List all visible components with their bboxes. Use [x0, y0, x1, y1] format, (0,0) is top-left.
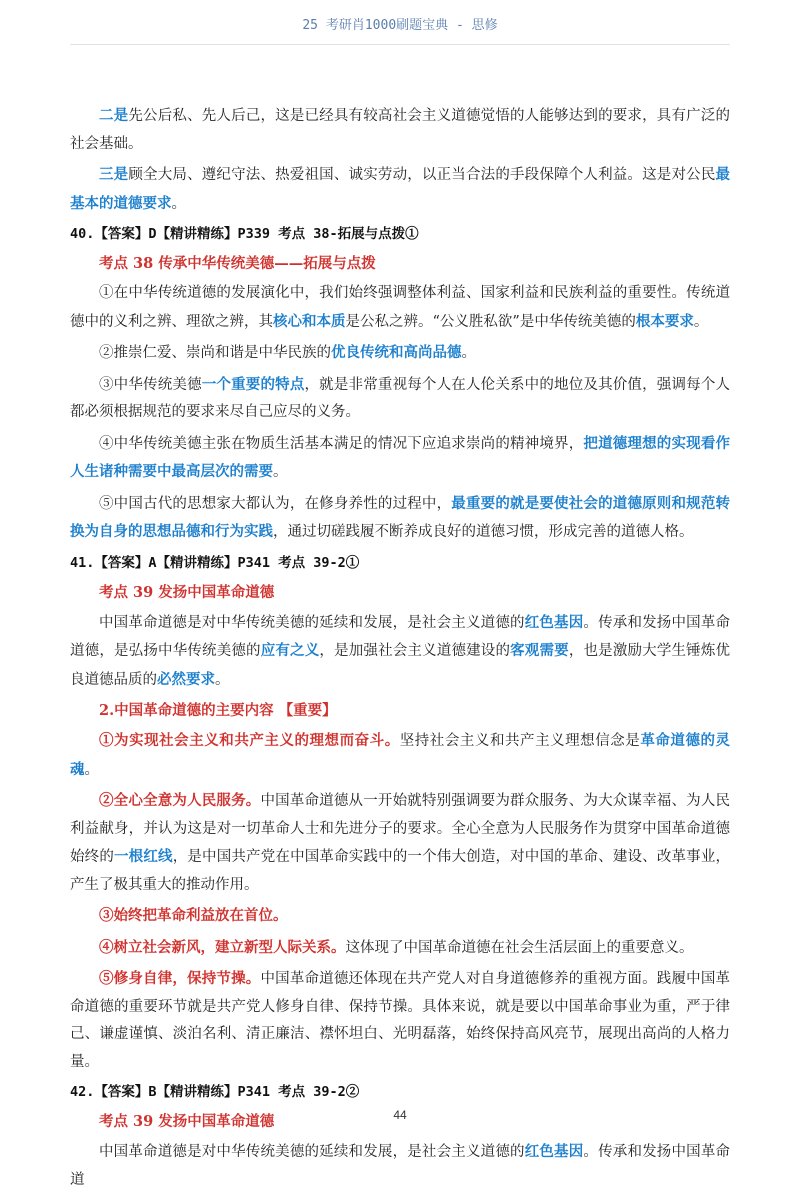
kd38-item-5 [70, 490, 730, 547]
text: ③中华传统美德 [99, 376, 202, 393]
text: 这体现了中国革命道德在社会生活层面上的重要意义。 [345, 939, 694, 956]
kd-39-title-repeat: 考点 39 发扬中国革命道德 [99, 1113, 275, 1130]
emphasis: 红色基因 [524, 613, 584, 631]
text: 。传承和发扬中国革命道 [70, 1144, 731, 1188]
emphasis-red: ④树立社会新风，建立新型人际关系。 [99, 938, 346, 956]
text: ④中华传统美德主张在物质生活基本满足的情况下应追求崇尚的精神境界， [99, 435, 584, 452]
emphasis: 核心和本质 [273, 312, 346, 330]
text: 中国革命道德还体现在共产党人对自身道德修养的重视方面。践履中国革命道德的重要环节就是共产党人修身自律、保持节操。具体来说，就是要以中国革命事业为重，严于律己、谦虚谨慎、淡泊名利、清正廉洁、襟怀坦白、光明磊落，始终保持高风亮节，展现出高尚的人格力量。 [70, 971, 731, 1070]
emphasis: 客观需要 [510, 642, 569, 659]
text: ，就是非常重视每个人在人伦关系中的地位及其价值，强调每个人都必须根据规范的要求来尽自己应尽的义务。 [70, 376, 730, 420]
text: 。 [461, 345, 476, 361]
emphasis: 一个重要的特点 [201, 375, 305, 393]
text: 是公私之辨。“公义胜私欲”是中华传统美德的 [345, 313, 636, 330]
kd-38-title: 考点 38 传承中华传统美德——拓展与点拨 [99, 255, 376, 272]
text: 。 [215, 671, 230, 688]
text: ②推崇仁爱、崇尚和谐是中华民族的 [99, 345, 331, 361]
emphasis: 把道德理想的实现看作人生诸种需要中最高层次的需要 [70, 434, 730, 480]
emphasis-red: ②全心全意为人民服务。 [99, 792, 261, 809]
text: 。 [84, 761, 99, 778]
text: 。传承和发扬中国革命道德，是弘扬中华传统美德的 [70, 614, 731, 659]
content-item-4 [70, 934, 730, 963]
kd38-item-3 [70, 371, 730, 427]
kd38-item-1 [70, 280, 730, 336]
emphasis: 应有之义 [260, 642, 320, 659]
text: 坚持社会主义和共产主义理想信念是 [399, 733, 641, 749]
label-third: 三是 [99, 166, 129, 183]
emphasis: 最重要的就是要使社会的道德原则和规范转换为自身的思想品德和行为实践 [70, 494, 731, 540]
emphasis: 最基本的道德要求 [70, 166, 730, 212]
emphasis: 根本要求 [635, 312, 694, 330]
text: 中国革命道德是对中华传统美德的延续和发展，是社会主义道德的 [99, 1144, 525, 1160]
answer-40: 40.【答案】D【精讲精练】P339 考点 38-拓展与点拨① [70, 226, 419, 242]
kd38-item-2 [70, 339, 730, 368]
kd38-item-4 [70, 430, 730, 487]
page-number: 44 [393, 1108, 407, 1122]
paragraph-third-level [70, 161, 730, 218]
text: 。 [273, 464, 288, 480]
content-item-5 [70, 965, 730, 1076]
text: ⑤中国古代的思想家大都认为，在修身养性的过程中， [99, 495, 452, 512]
emphasis: 红色基因 [524, 1143, 584, 1160]
emphasis: 优良传统和高尚品德 [331, 344, 462, 361]
section-subtitle: 2.中国革命道德的主要内容 【重要】 [99, 702, 337, 719]
emphasis-red: ①为实现社会主义和共产主义的理想而奋斗。 [99, 732, 400, 749]
text: 顾全大局、遵纪守法、热爱祖国、诚实劳动，以正当合法的手段保障个人利益。这是对公民 [128, 167, 716, 183]
answer-42: 42.【答案】B【精讲精练】P341 考点 39-2② [70, 1084, 360, 1100]
text: 中国革命道德是对中华传统美德的延续和发展，是社会主义道德的 [99, 614, 525, 631]
emphasis: 革命道德的灵魂 [70, 732, 731, 778]
emphasis-red: ⑤修身自律，保持节操。 [99, 970, 261, 987]
content-item-3 [70, 902, 730, 931]
text: ，通过切磋践履不断养成良好的道德习惯，形成完善的道德人格。 [273, 524, 694, 540]
text: 先公后私、先人后己，这是已经具有较高社会主义道德觉悟的人能够达到的要求，具有广泛的社会基础。 [70, 108, 730, 152]
text: ，是加强社会主义道德建设的 [319, 643, 511, 659]
page-header: 25 考研肖1000刷题宝典 - 思修 [302, 18, 498, 33]
text: 。 [693, 313, 709, 330]
header-divider [70, 44, 730, 45]
emphasis: 一根红线 [114, 848, 173, 865]
text: ，是中国共产党在中国革命实践中的一个伟大创造，对中国的革命、建设、改革事业，产生了极其重大的推动作用。 [70, 849, 731, 893]
document-body [70, 102, 730, 1197]
content-item-2 [70, 787, 730, 899]
text: ，也是激励大学生锤炼优良道德品质的 [70, 643, 731, 688]
text: 中国革命道德从一开始就特别强调要为群众服务、为大众谋幸福、为人民利益献身，并认为这是对一切革命人士和先进分子的要求。全心全意为人民服务作为贯穿中国革命道德始终的 [70, 793, 731, 865]
label-second: 二是 [99, 107, 129, 124]
answer-41: 41.【答案】A【精讲精练】P341 考点 39-2① [70, 554, 360, 571]
kd-39-title: 考点 39 发扬中国革命道德 [99, 583, 275, 601]
kd39-intro [70, 609, 730, 695]
kd39-intro-repeat [70, 1138, 730, 1194]
paragraph-second-level [70, 102, 730, 158]
content-item-1 [70, 727, 730, 784]
emphasis-red: ③始终把革命利益放在首位。 [99, 907, 288, 924]
emphasis: 必然要求 [157, 670, 215, 688]
text: 。 [171, 195, 186, 212]
text: ①在中华传统道德的发展演化中，我们始终强调整体利益、国家利益和民族利益的重要性。传统道德中的义利之辨、理欲之辨，其 [70, 285, 730, 330]
